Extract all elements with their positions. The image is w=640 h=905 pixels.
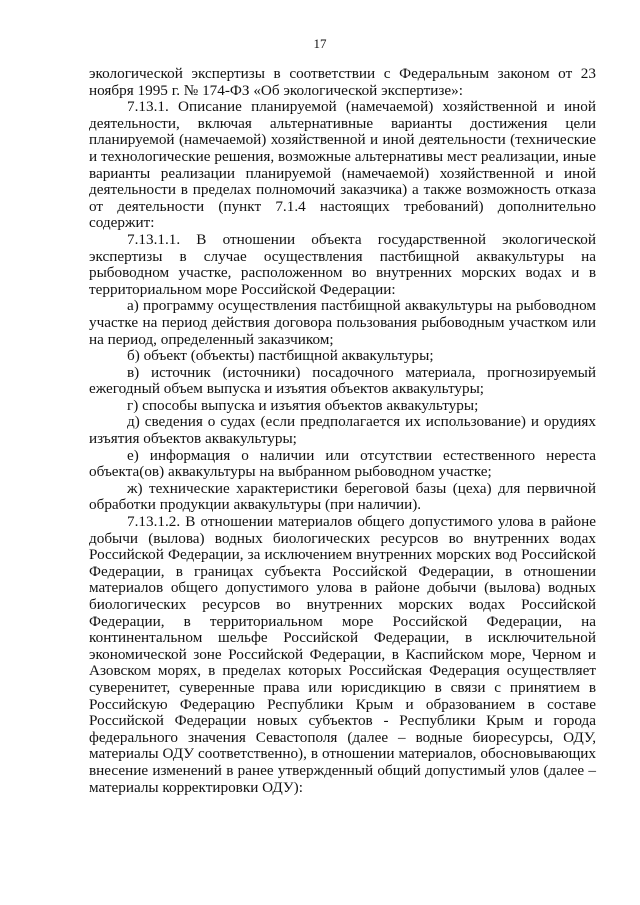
paragraph: б) объект (объекты) пастбищной аквакультуры; (127, 347, 434, 365)
paragraph: е) информация о наличии или отсутствии естественного нереста объекта(ов) аквакультуры на выбранном рыбоводном участке; (89, 446, 596, 481)
paragraph: 7.13.1.2. В отношении материалов общего допустимого улова в районе добычи (вылова) водных биологических ресурсов во внутренних водах Российской Федерации, за исключением внутренних морских вод Российской Федерации, в границах субъекта Российской Федерации, в отношении материалов общего допустимого улова в районе добычи (вылова) водных биологических ресурсов во внутренних морских водах Российской Федерации, в территориальном море Российской Федерации, на континентальном шельфе Российской Федерации, в исключительной экономической зоне Российской Федерации, в Каспийском море, Черном и Азовском морях, в пределах которых Российская Федерация осуществляет суверенитет, суверенные права или юрисдикцию в связи с принятием в Российскую Федерацию Республики Крым и образованием в составе Российской Федерации новых субъектов - Республики Крым и города федерального значения Севастополя (далее – водные биоресурсы, ОДУ, материалы ОДУ соответственно), в отношении материалов, обосновывающих внесение изменений в ранее утвержденный общий допустимый улов (далее – материалы корректировки ОДУ): (89, 513, 596, 796)
paragraph: а) программу осуществления пастбищной аквакультуры на рыбоводном участке на период действия договора пользования рыбоводным участком или на период, определенный заказчиком; (89, 297, 596, 348)
paragraph: 7.13.1.1. В отношении объекта государственной экологической экспертизы в случае осуществления пастбищной аквакультуры на рыбоводном участке, расположенном во внутренних морских водах и в территориальном море Российской Федерации: (89, 230, 596, 298)
page-number: 17 (313, 36, 327, 51)
paragraph: 7.13.1. Описание планируемой (намечаемой) хозяйственной и иной деятельности, включая альтернативные варианты достижения цели планируемой (намечаемой) хозяйственной и иной деятельности (технические и технологические решения, возможные альтернативы мест реализации, иные варианты реализации планируемой (намечаемой) хозяйственной и иной деятельности в пределах полномочий заказчика) а также возможность отказа от деятельности (пункт 7.1.4 настоящих требований) дополнительно содержит: (89, 98, 596, 232)
document-body (89, 66, 596, 796)
paragraph: экологической экспертизы в соответствии с Федеральным законом от 23 ноября 1995 г. № 174-ФЗ «Об экологической экспертизе»: (89, 65, 596, 99)
paragraph: д) сведения о судах (если предполагается их использование) и орудиях изъятия объектов аквакультуры; (89, 413, 596, 448)
paragraph: в) источник (источники) посадочного материала, прогнозируемый ежегодный объем выпуска и изъятия объектов аквакультуры; (89, 363, 596, 398)
paragraph: ж) технические характеристики береговой базы (цеха) для первичной обработки продукции аквакультуры (при наличии). (89, 479, 596, 514)
paragraph: г) способы выпуска и изъятия объектов аквакультуры; (127, 396, 479, 414)
